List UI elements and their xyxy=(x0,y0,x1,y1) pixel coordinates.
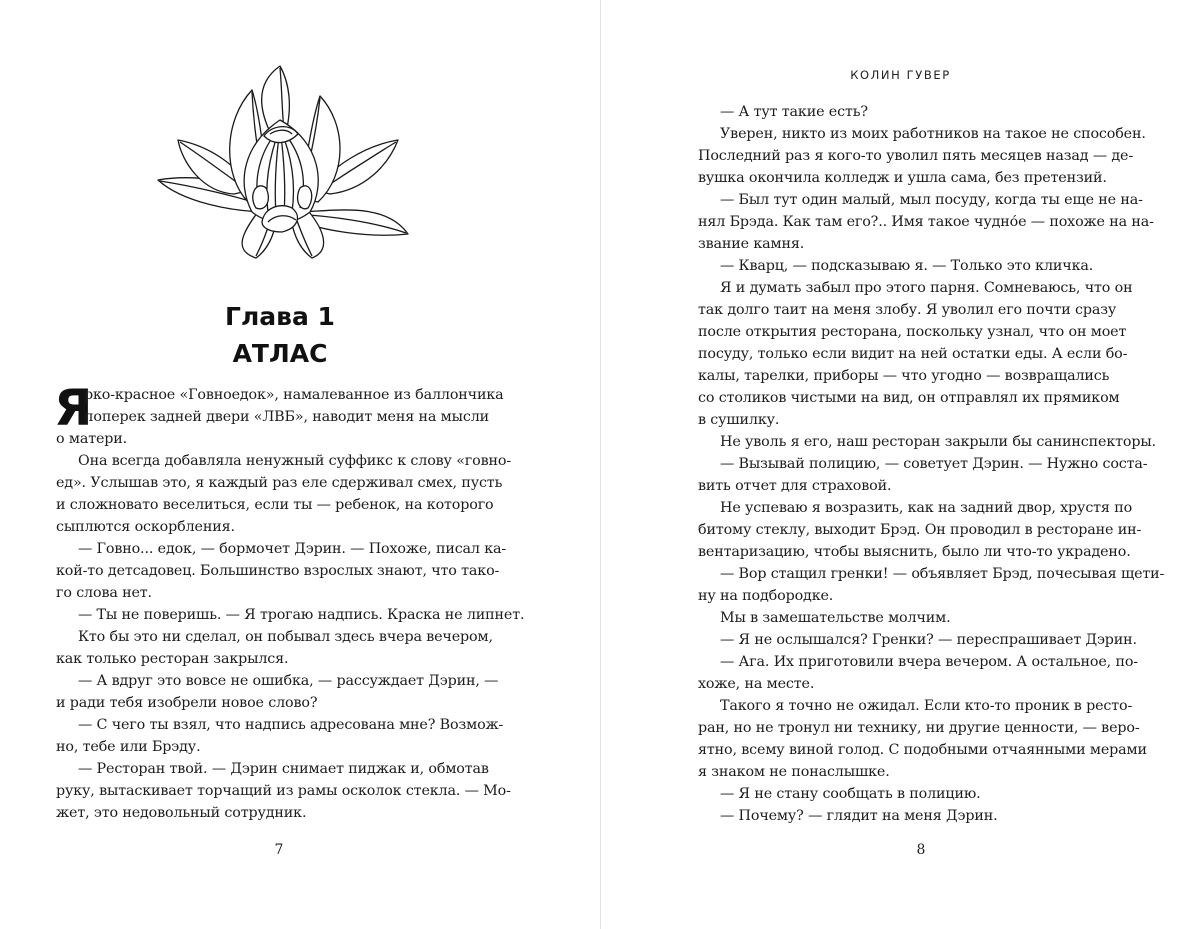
text-line: сыплются оскорбления. xyxy=(56,519,235,535)
text-line: со столиков чистыми на вид, он отправлял их прямиком xyxy=(698,390,1120,406)
chapter-title: АТЛАС xyxy=(232,339,328,368)
text-line: — Говно... едок, — бормочет Дэрин. — Похоже, писал ка- xyxy=(78,541,507,557)
text-line: — Ага. Их приготовили вчера вечером. А остальное, по- xyxy=(720,654,1138,670)
text-line: ран, но не тронул ни технику, ни другие ценности, — веро- xyxy=(698,720,1140,736)
text-line: ну на подбородке. xyxy=(698,588,834,604)
lotus-flower-icon xyxy=(152,62,412,262)
text-line: Я и думать забыл про этого парня. Сомневаюсь, что он xyxy=(720,280,1133,296)
page-number: 8 xyxy=(916,842,926,858)
text-line: я знаком не понаслышке. xyxy=(698,764,890,780)
text-line: и ради тебя изобрели новое слово? xyxy=(56,695,318,711)
text-line: поперек задней двери «ЛВБ», наводит меня на мысли xyxy=(84,409,490,425)
page-number: 7 xyxy=(274,842,284,858)
text-line: — Я не ослышался? Гренки? — переспрашивает Дэрин. xyxy=(720,632,1137,648)
text-line: — Ты не поверишь. — Я трогаю надпись. Краска не липнет. xyxy=(78,607,525,623)
text-line: — Ресторан твой. — Дэрин снимает пиджак и, обмотав xyxy=(78,761,489,777)
running-head: КОЛИН ГУВЕР xyxy=(850,68,951,82)
text-line: посуду, только если видит на ней остатки еды. А если бо- xyxy=(698,346,1128,362)
text-line: — Я не стану сообщать в полицию. xyxy=(720,786,981,802)
text-line: после открытия ресторана, поскольку узнал, что он моет xyxy=(698,324,1127,340)
text-line: и сложновато веселиться, если ты — ребенок, на которого xyxy=(56,497,494,513)
text-line: вентаризацию, чтобы выяснить, было ли что-то украдено. xyxy=(698,544,1131,560)
drop-cap: Я xyxy=(54,379,93,437)
text-line: так долго таит на меня злобу. Я уволил его почти сразу xyxy=(698,302,1117,318)
text-line: Такого я точно не ожидал. Если кто-то проник в ресто- xyxy=(720,698,1133,714)
text-line: — Кварц, — подсказываю я. — Только это кличка. xyxy=(720,258,1094,274)
text-line: — Был тут один малый, мыл посуду, когда ты еще не на- xyxy=(720,192,1143,208)
text-line: Последний раз я кого-то уволил пять месяцев назад — де- xyxy=(698,148,1134,164)
right-page-text xyxy=(698,101,1165,827)
text-line: Не успеваю я возразить, как на задний двор, хрустя по xyxy=(720,500,1133,516)
text-line: звание камня. xyxy=(698,236,805,252)
text-line: — Вызывай полицию, — советует Дэрин. — Нужно соста- xyxy=(720,456,1148,472)
text-line: — С чего ты взял, что надпись адресована мне? Возмож- xyxy=(78,717,504,733)
text-line: — Вор стащил гренки! — объявляет Брэд, почесывая щети- xyxy=(720,566,1165,582)
text-line: ятно, всему виной голод. С подобными отчаянными мерами xyxy=(698,742,1147,758)
text-line: Кто бы это ни сделал, он побывал здесь вчера вечером, xyxy=(78,629,493,645)
text-line: хоже, на месте. xyxy=(698,676,815,692)
text-line: вушка окончила колледж и ушла сама, без претензий. xyxy=(698,170,1107,186)
text-line: вить отчет для страховой. xyxy=(698,478,892,494)
text-line: в сушилку. xyxy=(698,412,780,428)
text-line: руку, вытаскивает торчащий из рамы осколок стекла. — Мо- xyxy=(56,783,511,799)
text-line: Не уволь я его, наш ресторан закрыли бы санинспекторы. xyxy=(720,434,1156,450)
text-line: жет, это недовольный сотрудник. xyxy=(56,805,307,821)
text-line: кой-то детсадовец. Большинство взрослых знают, что тако- xyxy=(56,563,500,579)
text-line: битому стеклу, выходит Брэд. Он проводил в ресторане ин- xyxy=(698,522,1142,538)
text-line: нял Брэда. Как там его?.. Имя такое чудно́е — похоже на на- xyxy=(698,214,1154,230)
text-line: Уверен, никто из моих работников на такое не способен. xyxy=(720,126,1146,142)
text-line: ед». Услышав это, я каждый раз еле сдерживал смех, пусть xyxy=(56,475,503,491)
text-line: Она всегда добавляла ненужный суффикс к слову «говно- xyxy=(78,453,512,469)
left-page-text xyxy=(54,379,525,824)
text-line: — А вдруг это вовсе не ошибка, — рассуждает Дэрин, — xyxy=(78,673,499,689)
text-line: калы, тарелки, приборы — что угодно — возвращались xyxy=(698,368,1110,384)
right-page xyxy=(601,0,1200,929)
text-line: го слова нет. xyxy=(56,585,152,601)
text-line: как только ресторан закрылся. xyxy=(56,651,289,667)
text-line: но, тебе или Брэду. xyxy=(56,739,201,755)
chapter-number: Глава 1 xyxy=(225,302,335,331)
text-line: о матери. xyxy=(56,431,128,447)
text-line: Мы в замешательстве молчим. xyxy=(720,610,951,626)
text-line: — Почему? — глядит на меня Дэрин. xyxy=(720,808,998,824)
text-line: рко-красное «Говноедок», намалеванное из баллончика xyxy=(84,387,504,403)
text-line: — А тут такие есть? xyxy=(720,104,868,120)
